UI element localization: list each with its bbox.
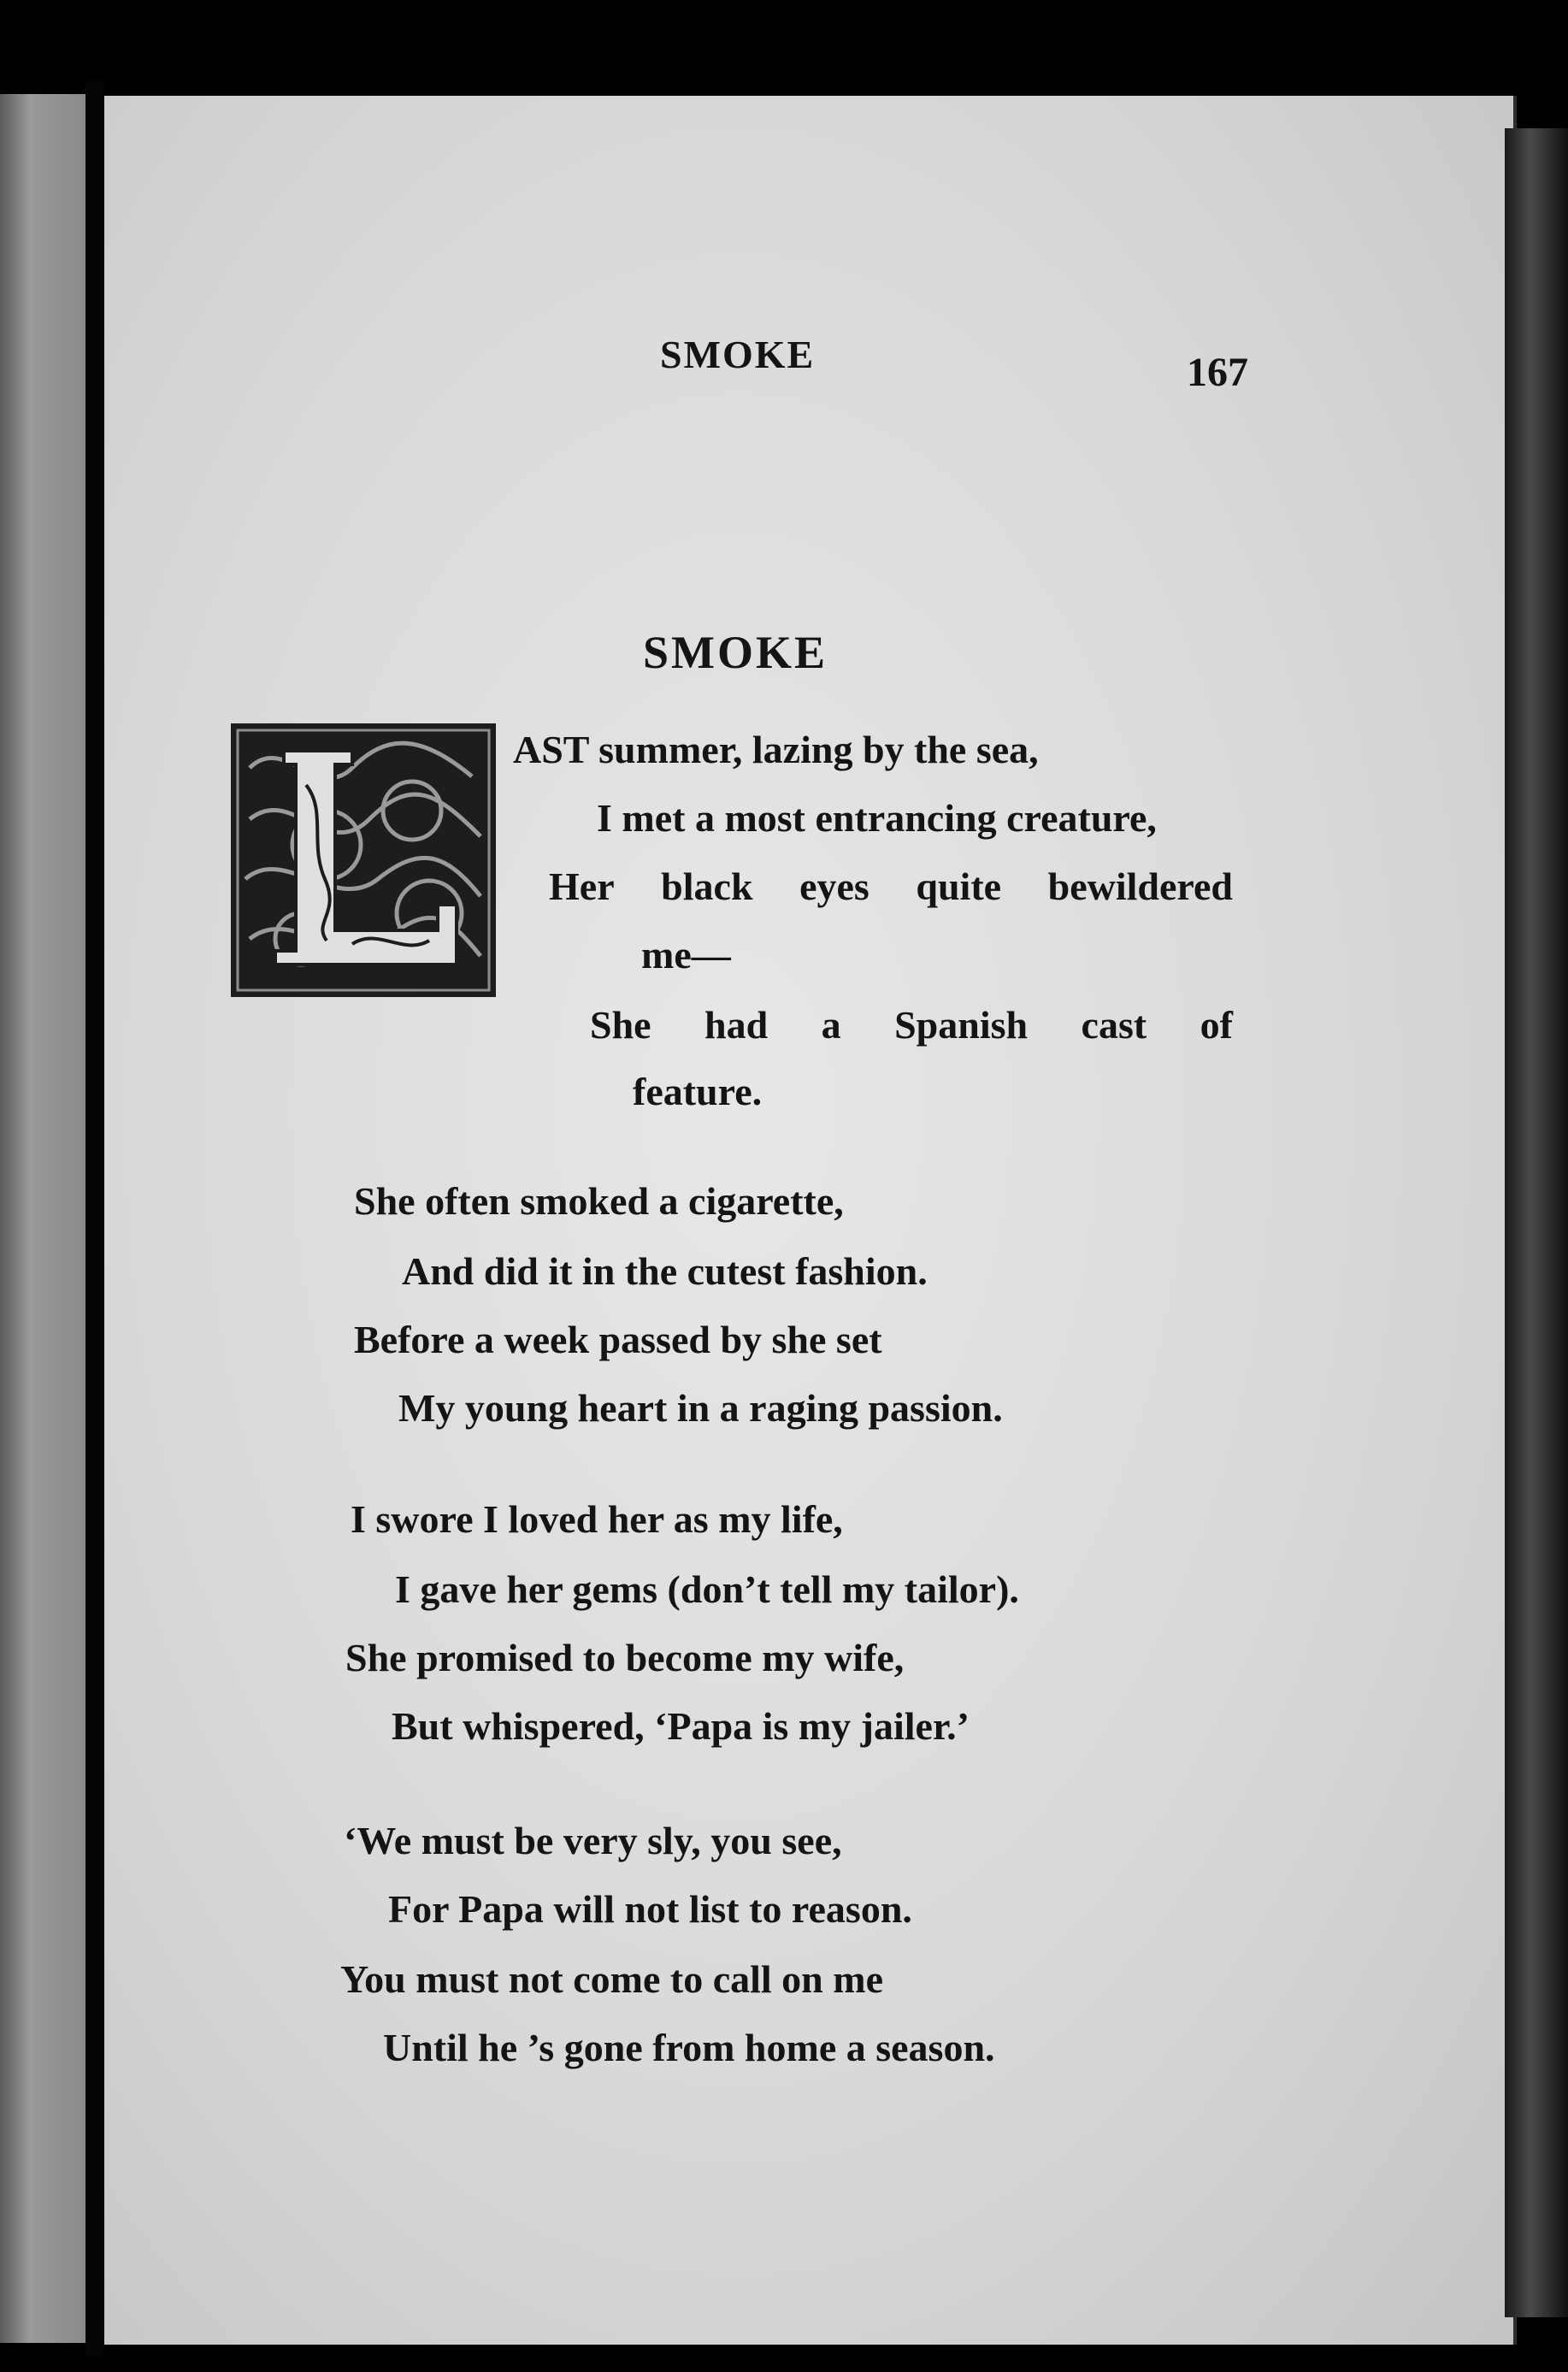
word: black xyxy=(661,864,753,908)
poem-line-justified xyxy=(590,1002,1233,1047)
word: cast xyxy=(1081,1003,1147,1047)
facing-page-edge xyxy=(0,94,85,2343)
ornamental-drop-cap-icon xyxy=(224,717,503,1004)
poem-line: She promised to become my wife, xyxy=(345,1636,905,1679)
poem-title: SMOKE xyxy=(643,627,828,678)
page-number: 167 xyxy=(1187,350,1248,395)
poem-line: ‘We must be very sly, you see, xyxy=(344,1819,842,1862)
poem-line-justified xyxy=(549,864,1233,909)
poem-line: But whispered, ‘Papa is my jailer.’ xyxy=(392,1704,970,1748)
page-stack-edge xyxy=(1505,128,1568,2317)
word: Her xyxy=(549,864,615,908)
poem-line: Before a week passed by she set xyxy=(354,1318,882,1361)
word: eyes xyxy=(799,864,869,908)
book-gutter xyxy=(85,81,104,2356)
word: a xyxy=(821,1003,841,1047)
poem-line: AST summer, lazing by the sea, xyxy=(513,728,1039,771)
poem-line: I gave her gems (don’t tell my tailor). xyxy=(395,1567,1019,1611)
poem-line: me— xyxy=(641,933,731,977)
poem-line: I swore I loved her as my life, xyxy=(351,1497,843,1541)
poem-line: For Papa will not list to reason. xyxy=(388,1887,912,1931)
word: had xyxy=(704,1003,769,1047)
word: of xyxy=(1200,1003,1233,1047)
word: quite xyxy=(916,864,1002,908)
word: bewildered xyxy=(1047,864,1233,908)
word: She xyxy=(590,1003,651,1047)
poem-line: Until he ’s gone from home a season. xyxy=(383,2026,995,2069)
word: Spanish xyxy=(894,1003,1029,1047)
poem-line: You must not come to call on me xyxy=(340,1957,883,2001)
poem-line: I met a most entrancing creature, xyxy=(597,796,1157,840)
poem-line: My young heart in a raging passion. xyxy=(398,1386,1003,1430)
poem-line: And did it in the cutest fashion. xyxy=(402,1249,928,1293)
poem-line: She often smoked a cigarette, xyxy=(354,1179,844,1223)
poem-line: feature. xyxy=(633,1070,763,1113)
running-head: SMOKE xyxy=(660,333,816,376)
